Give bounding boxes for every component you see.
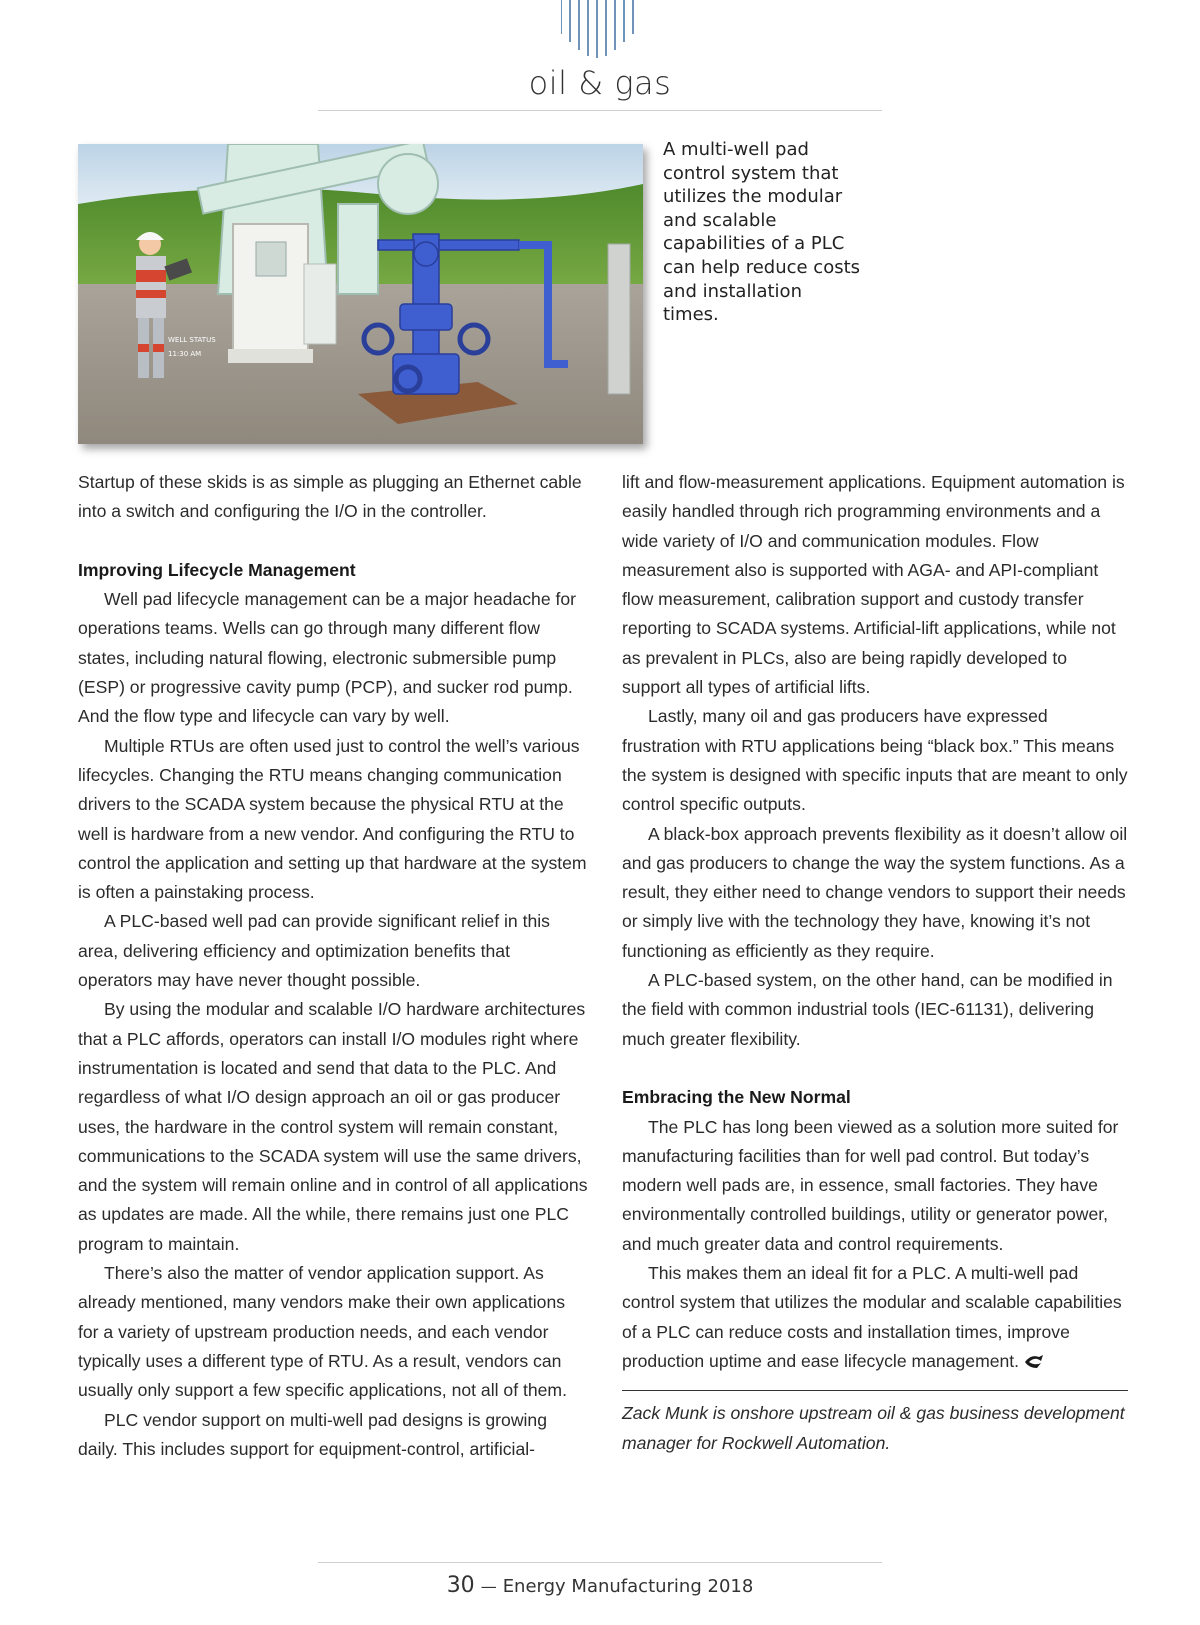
header-decoration-lines	[561, 0, 641, 60]
paragraph: Well pad lifecycle management can be a major headache for operations teams. Wells can go through many different flow states, including natural flowing, electronic submersible pump (ESP) or progressive cavity pump (PCP), and sucker rod pump. And the flow type and lifecycle can vary by well.	[78, 589, 577, 727]
subheading-new-normal: Embracing the New Normal	[622, 1087, 851, 1108]
paragraph: A PLC-based system, on the other hand, can be modified in the field with common industrial tools (IEC-61131), delivering much greater flexibility.	[622, 970, 1113, 1049]
bio-divider	[622, 1390, 1128, 1391]
page-number: 30	[446, 1573, 475, 1598]
author-bio: Zack Munk is onshore upstream oil & gas business development manager for Rockwell Automation.	[622, 1403, 1125, 1453]
paragraph: lift and flow-measurement applications. Equipment automation is easily handled through rich programming environments and a wide variety of I/O and communication modules. Flow measurement also is supported with AGA- and API-compliant flow measurement, calibration support and custody transfer reporting to SCADA systems. Artificial-lift applications, while not as prevalent in PLCs, also are being rapidly developed to support all types of artificial lifts.	[622, 472, 1125, 698]
paragraph: The PLC has long been viewed as a solution more suited for manufacturing facilities than for well pad control. But today’s modern well pads are, in essence, small factories. They have environmentally controlled buildings, utility or generator power, and much greater data and control requirements.	[622, 1116, 1119, 1254]
footer-rule	[318, 1562, 882, 1563]
paragraph: A PLC-based well pad can provide significant relief in this area, delivering efficiency and optimization benefits that operators may have never thought possible.	[78, 911, 550, 991]
header-rule	[318, 110, 882, 111]
figure-caption: A multi-well pad control system that utilizes the modular and scalable capabilities of a PLC can help reduce costs and installation times.	[663, 139, 861, 326]
publication-name: Energy Manufacturing 2018	[502, 1576, 754, 1597]
right-column	[622, 468, 1128, 1458]
wellpad-illustration	[78, 144, 643, 444]
final-paragraph-text: This makes them an ideal fit for a PLC. A multi-well pad control system that utilizes the modular and scalable capabilities of a PLC can reduce costs and installation times, improve production uptime and ease lifecycle management.	[622, 1263, 1122, 1371]
paragraph: Lastly, many oil and gas producers have expressed frustration with RTU applications being “black box.” This means the system is designed with specific inputs that are meant to only control specific outputs.	[622, 706, 1128, 815]
paragraph: A black-box approach prevents flexibility as it doesn’t allow oil and gas producers to change the way the system functions. As a result, they either need to change vendors to support their needs or simply live with the technology they have, knowing it’s not functioning as efficiently as they require.	[622, 823, 1128, 961]
screen-text-time: 11:30 AM	[168, 350, 202, 358]
section-title: oil & gas	[528, 64, 672, 102]
footer-separator: —	[480, 1577, 497, 1596]
paragraph: Multiple RTUs are often used just to control the well’s various lifecycles. Changing the RTU means changing communication drivers to the SCADA system because the physical RTU at the well is hardware from a new vendor. And configuring the RTU to control the application and setting up that hardware at the system is often a painstaking process.	[78, 735, 587, 903]
end-mark-icon	[1023, 1353, 1045, 1369]
page-footer	[0, 1573, 1200, 1598]
subheading-lifecycle: Improving Lifecycle Management	[78, 559, 356, 580]
paragraph: Startup of these skids is as simple as plugging an Ethernet cable into a switch and configuring the I/O in the controller.	[78, 472, 582, 522]
paragraph: By using the modular and scalable I/O hardware architectures that a PLC affords, operators can install I/O modules right where instrumentation is located and send that data to the PLC. And regardless of what I/O design approach an oil or gas producer uses, the hardware in the control system will remain constant, communications to the SCADA system will use the same drivers, and the system will remain online and in control of all applications as updates are made. All the while, there remains just one PLC program to maintain.	[78, 999, 588, 1254]
left-column	[78, 468, 588, 1464]
paragraph: PLC vendor support on multi-well pad designs is growing daily. This includes support for equipment-control, artificial-	[78, 1409, 548, 1459]
screen-text-status: WELL STATUS	[168, 336, 216, 344]
paragraph-final	[622, 1259, 1128, 1376]
paragraph: There’s also the matter of vendor application support. As already mentioned, many vendors make their own applications for a variety of upstream production needs, and each vendor typically uses a different type of RTU. As a result, vendors can usually only support a few specific applications, not all of them.	[78, 1263, 567, 1401]
